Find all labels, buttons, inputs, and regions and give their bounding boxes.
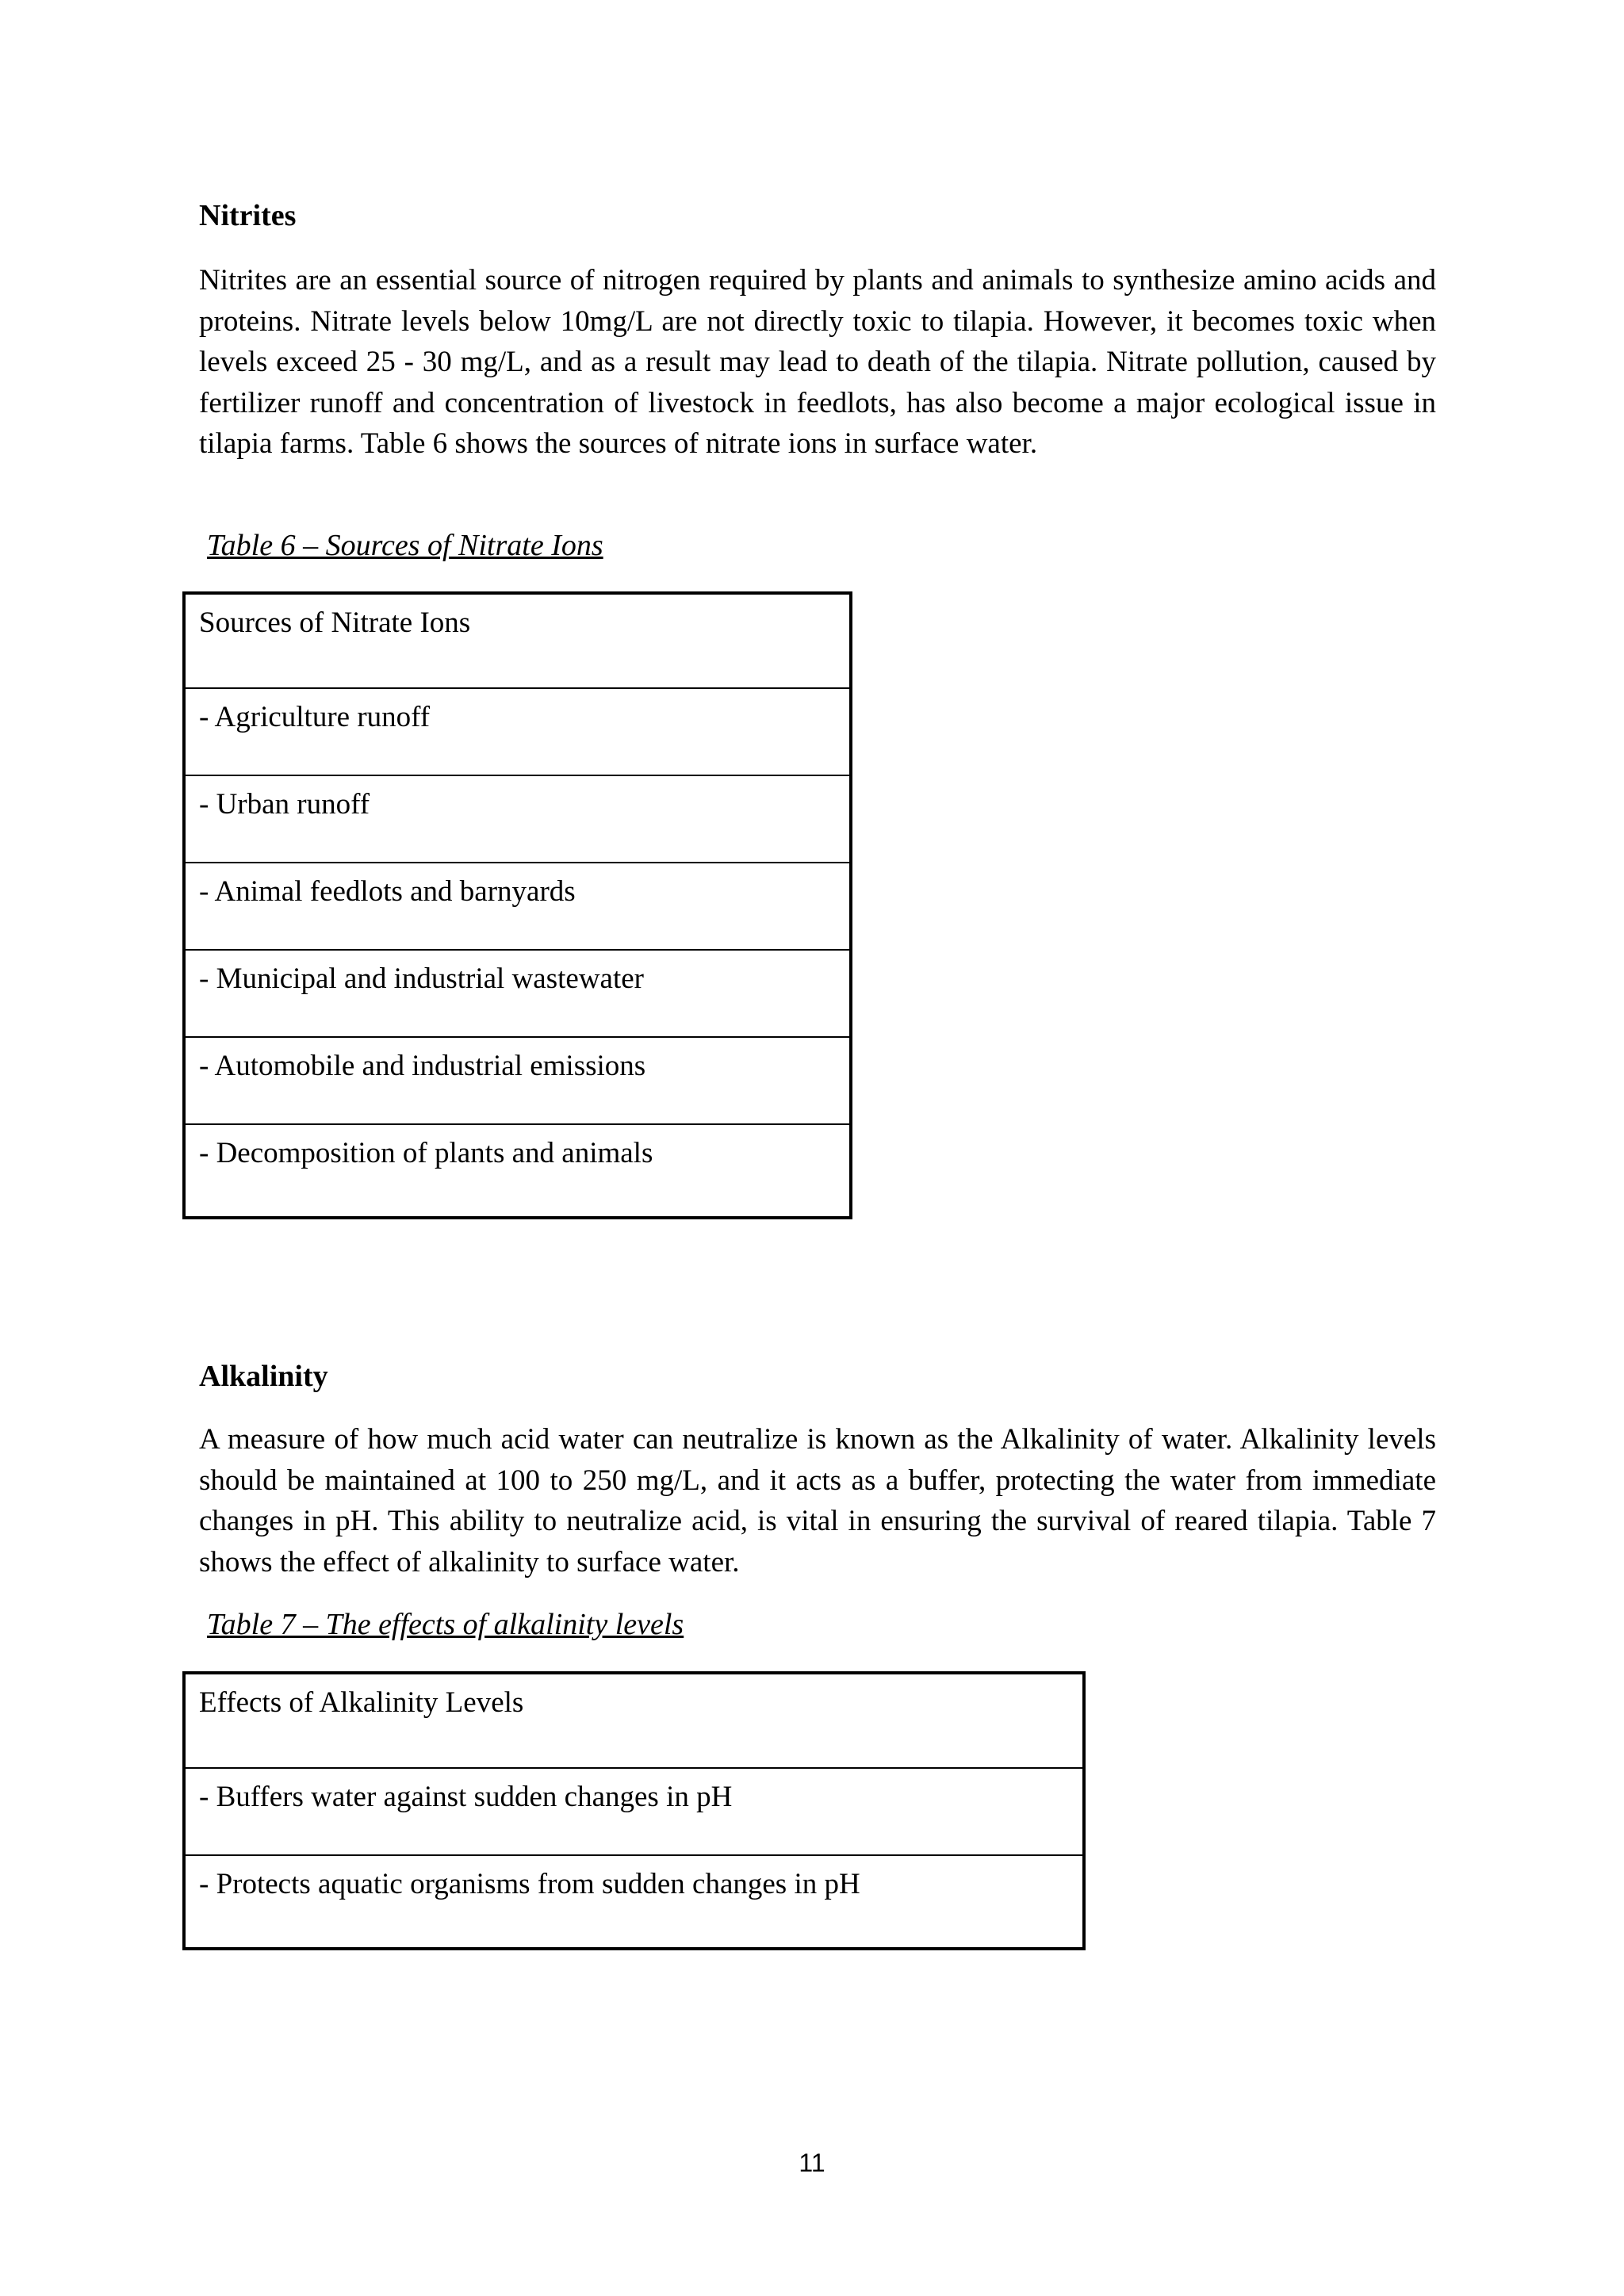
table-cell: - Decomposition of plants and animals — [184, 1124, 851, 1218]
nitrites-paragraph: Nitrites are an essential source of nitrogen required by plants and animals to synthesize amino acids and proteins. Nitrate levels below 10mg/L are not directly toxic to tilapia. However, it becomes toxic when levels exceed 25 - 30 mg/L, and as a result may lead to death of the tilapia. Nitrate pollution, caused by fertilizer runoff and concentration of livestock in feedlots, has also become a major ecological issue in tilapia farms. Table 6 shows the sources of nitrate ions in surface water. — [199, 264, 1436, 460]
page-number: 11 — [799, 2149, 825, 2177]
section-heading-nitrites: Nitrites — [199, 199, 297, 232]
table-cell: - Automobile and industrial emissions — [184, 1037, 851, 1124]
table-row — [184, 593, 851, 688]
table-row — [184, 1855, 1084, 1949]
alkalinity-effects-table — [182, 1671, 1086, 1950]
table-header-cell: Sources of Nitrate Ions — [184, 593, 851, 688]
table-cell: - Agriculture runoff — [184, 688, 851, 775]
table-cell: - Municipal and industrial wastewater — [184, 950, 851, 1037]
table-6-caption: Table 6 – Sources of Nitrate Ions — [207, 529, 603, 562]
table-header-cell: Effects of Alkalinity Levels — [184, 1673, 1084, 1768]
table-row — [184, 1124, 851, 1218]
table-row — [184, 775, 851, 863]
table-cell: - Protects aquatic organisms from sudden changes in pH — [184, 1855, 1084, 1949]
table-row — [184, 1768, 1084, 1855]
table-row — [184, 1037, 851, 1124]
table-row — [184, 688, 851, 775]
table-row — [184, 863, 851, 950]
table-cell: - Urban runoff — [184, 775, 851, 863]
table-cell: - Buffers water against sudden changes in pH — [184, 1768, 1084, 1855]
table-row — [184, 1673, 1084, 1768]
table-cell: - Animal feedlots and barnyards — [184, 863, 851, 950]
nitrate-sources-table — [182, 591, 852, 1219]
table-row — [184, 950, 851, 1037]
table-7-caption: Table 7 – The effects of alkalinity levels — [207, 1608, 684, 1641]
alkalinity-paragraph: A measure of how much acid water can neutralize is known as the Alkalinity of water. Alkalinity levels should be maintained at 100 to 250 mg/L, and it acts as a buffer, protecting the water from immediate changes in pH. This ability to neutralize acid, is vital in ensuring the survival of reared tilapia. Table 7 shows the effect of alkalinity to surface water. — [199, 1423, 1436, 1578]
section-heading-alkalinity: Alkalinity — [199, 1360, 328, 1393]
